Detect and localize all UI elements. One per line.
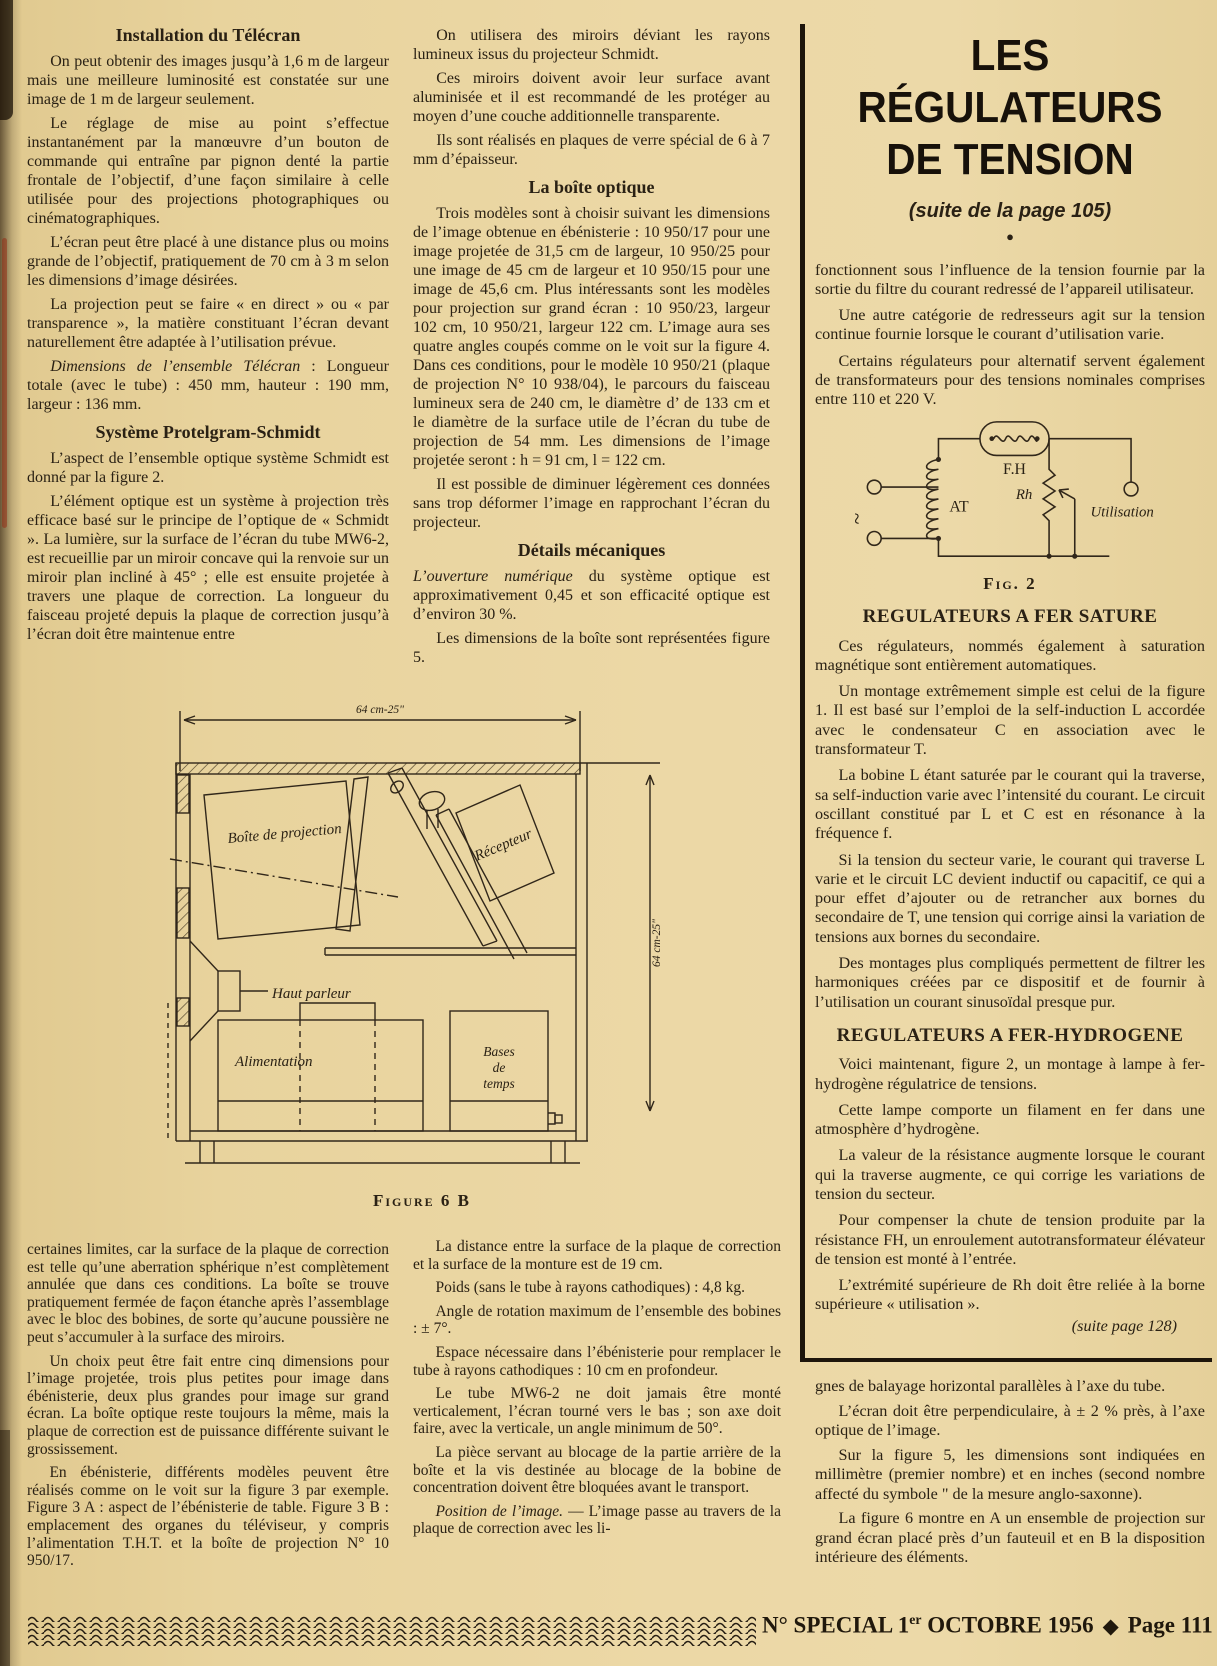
paragraph-rest: — L’image passe au travers de la plaque de correction avec les li-	[413, 1502, 781, 1538]
right-column	[815, 30, 1205, 1336]
label-haut-parleur: Haut parleur	[272, 986, 351, 1002]
paragraph: La figure 6 montre en A un ensemble de projection sur grand écran placé près d’un fauteuil et en B la disposition intérieure des éléments.	[815, 1509, 1205, 1566]
heading-fer-hydrogene: REGULATEURS A FER-HYDROGENE	[836, 1024, 1184, 1046]
paragraph: La distance entre la surface de la plaque de correction et la surface de la monture est de 19 cm.	[413, 1238, 781, 1273]
label-fh-lamp: F.H	[1003, 460, 1026, 478]
label-boite-de-projection: Boîte de projection	[226, 821, 343, 847]
paragraph: L’élément optique est un système à projection très efficace basé sur le principe de l’optique de « Schmidt ». La lumière, sur la surface de l’écran du tube MW6-2, est recueillie par un miroir concave qui la renvoie sur un miroir plan incliné à 45° ; elle est ensuite projetée à travers une plaque de correction. La longueur du faisceau projeté depuis la plaque de correction jusqu’à l’écran doit être maintenue entre	[27, 493, 389, 643]
heading-boite-optique: La boîte optique	[528, 177, 655, 197]
italic-lead: L’ouverture numérique	[413, 568, 573, 585]
diamond-icon: ◆	[1102, 1613, 1119, 1638]
label-bases-2: de	[492, 1060, 506, 1075]
paragraph: Pour compenser la chute de tension produite par la résistance FH, un enroulement autotransformateur élévateur de tension est monté à l’entrée.	[815, 1211, 1205, 1268]
paragraph: certaines limites, car la surface de la plaque de correction est telle qu’une aberration sphérique n’est complètement annulée que dans ces conditions. La boîte se trouve pratiquement fermée de façon étanche après l’assemblage avec le bloc des bobines, de sorte qu’aucune poussière ne peut s’accumuler à la surface des miroirs.	[27, 1241, 389, 1346]
paragraph: La bobine L étant saturée par le courant qui la traverse, sa self-induction varie avec l’intensité du courant. Le circuit oscillant constitué par L et C est en résonance à la fréquence f.	[815, 766, 1205, 843]
figure-2-caption: Fig. 2	[983, 573, 1037, 593]
label-bases-3: temps	[483, 1076, 515, 1091]
figure-6b-caption: Figure 6 B	[372, 1191, 472, 1210]
paragraph: Ils sont réalisés en plaques de verre spécial de 6 à 7 mm d’épaisseur.	[413, 132, 770, 168]
left-column-bottom	[27, 1241, 389, 1576]
label-recepteur: Récepteur	[472, 826, 535, 865]
footer-issue-line	[762, 1612, 1213, 1639]
dim-label-top: 64 cm-25"	[356, 704, 404, 716]
paragraph-rest: du système optique est approximativement 0,45 et son efficacité optique est d’environ 30 %.	[413, 568, 771, 623]
heading-installation-telecran: Installation du Télécran	[115, 25, 301, 45]
paragraph: Si la tension du secteur varie, le courant qui traverse L varie et le circuit LC devient inductif ou capacitif, ce qui a pour effet d’ajouter ou de retrancher aux bornes du secondaire de T, une tension qui corrige ainsi la variation de tensions aux bornes du secondaire.	[815, 850, 1205, 946]
paragraph: En ébénisterie, différents modèles peuvent être réalisés comme on le voit sur la figure 3 par exemple. Figure 3 A : aspect de l’ébénisterie de table. Figure 3 B : emplacement des organes du téléviseur, y compris l’alimentation T.H.T. et la boîte de projection N° 10 950/17.	[27, 1464, 389, 1570]
paragraph: Il est possible de diminuer légèrement ces données sans trop déformer l’image en rapprochant l’écran du projecteur.	[413, 476, 770, 531]
paragraph: Trois modèles sont à choisir suivant les dimensions de l’image obtenue en ébénisterie : 10 950/17 pour une image projetée de 31,5 cm de largeur, 10 950/25 pour une image de 45 cm de largeur et 10 950/15 pour une image de 45,6 cm. Plus intéressants sont les modèles pour projection sur grand écran : 10 950/23, largeur 102 cm, 10 950/21, largeur 122 cm. L’image aura ses quatre angles coupés comme on le voit sur la figure 4. Dans ces conditions, pour le modèle 10 950/21 (plaque de projection N° 10 938/04), le parcours du faisceau lumineux sera de 240 cm, le diamètre d’ de 133 cm et le diamètre de la surface utile de l’écran du tube de projection de 54 mm. Les dimensions de l’image projetée seront : h = 91 cm, l = 122 cm.	[413, 205, 770, 469]
italic-lead: Position de l’image.	[435, 1502, 564, 1520]
italic-lead: Dimensions de l’ensemble Télécran	[50, 358, 301, 375]
bullet-ornament: ●	[1006, 229, 1014, 245]
heading-details-mecaniques: Détails mécaniques	[517, 540, 666, 560]
continuation-note: (suite de la page 105)	[908, 200, 1112, 222]
spine-mark-top	[0, 0, 13, 120]
article-title-line1: LES RÉGULATEURS	[857, 31, 1163, 132]
label-rheostat: Rh	[1015, 486, 1033, 503]
label-utilisation: Utilisation	[1090, 504, 1154, 521]
heading-fer-sature: REGULATEURS A FER SATURE	[862, 606, 1158, 628]
paragraph: L’aspect de l’ensemble optique système Schmidt est donné par la figure 2.	[27, 450, 389, 486]
dim-label-right: 64 cm-25"	[651, 919, 663, 967]
paragraph: L’écran doit être perpendiculaire, à ± 2 % près, à l’axe optique de l’image.	[815, 1401, 1205, 1439]
middle-column-top	[413, 24, 770, 672]
paragraph: L’écran peut être placé à une distance plus ou moins grande de l’objectif, pratiquement de 70 cm à 3 m selon les dimensions d’image désirées.	[27, 234, 389, 289]
paragraph-dimensions	[27, 357, 389, 414]
footer-issue: N° SPECIAL 1	[762, 1612, 910, 1638]
paragraph: Certains régulateurs pour alternatif servent également de transformateurs pour des tensions nominales comprises entre 110 et 220 V.	[815, 351, 1205, 409]
paragraph: Angle de rotation maximum de l’ensemble des bobines : ± 7°.	[413, 1302, 781, 1338]
figure-6b-cabinet-diagram	[140, 663, 685, 1223]
paragraph-ouverture	[413, 567, 770, 624]
paragraph-position-image	[413, 1503, 781, 1538]
paragraph: Un montage extrêmement simple est celui de la figure 1. Il est basé sur l’emploi de la self-induction L accordée avec le condensateur C en association avec le transformateur T.	[815, 682, 1205, 759]
footer-wavy-rule	[28, 1616, 756, 1646]
paragraph: fonctionnent sous l’influence de la tension fournie par la sortie du filtre du courant redressé de l’appareil utilisateur.	[815, 260, 1205, 298]
paragraph: La pièce servant au blocage de la partie arrière de la boîte et la vis destinée au blocage de la bobine de concentration doivent être bloquées avant le transport.	[413, 1443, 781, 1497]
paragraph: Sur la figure 5, les dimensions sont indiquées en millimètre (premier nombre) et en inches (second nombre affecté du symbole " de la mesure anglo-saxonne).	[815, 1445, 1205, 1503]
paragraph: On utilisera des miroirs déviant les rayons lumineux issus du projecteur Schmidt.	[413, 27, 770, 63]
paragraph: Le réglage de mise au point s’effectue instantanément par la manœuvre d’un bouton de commande qui entraîne par pignon denté la partie frontale de l’objectif, d’une façon similaire à celle utilisée pour des projections photographiques ou cinématographiques.	[27, 115, 389, 227]
paragraph: Poids (sans le tube à rayons cathodiques) : 4,8 kg.	[435, 1279, 745, 1297]
footer-date: OCTOBRE 1956	[921, 1612, 1094, 1638]
paragraph: L’extrémité supérieure de Rh doit être reliée à la borne supérieure « utilisation ».	[815, 1276, 1205, 1314]
paragraph: La projection peut se faire « en direct » ou « par transparence », la matière constituant l’écran devant naturellement être adaptée à l’utilisation prévue.	[27, 296, 389, 351]
footer-page-number: Page 111	[1127, 1612, 1213, 1638]
label-bases-1: Bases	[483, 1044, 515, 1059]
paragraph: Le tube MW6-2 ne doit jamais être monté verticalement, l’écran tourné vers le bas ; son axe doit faire, avec la verticale, un angle minimum de 50°.	[413, 1385, 781, 1438]
middle-column-bottom	[413, 1238, 781, 1544]
left-column-top	[27, 26, 389, 649]
paragraph: Un choix peut être fait entre cinq dimensions pour l’image projetée, trois plus petites pour image dans ébénisterie, deux plus grandes pour image sur grand écran. La boîte optique reste toujours la même, mais la plaque de correction est de puissance différente suivant le grossissement.	[27, 1352, 389, 1458]
right-column-bottom	[815, 1377, 1205, 1573]
paragraph: Ces miroirs doivent avoir leur surface avant aluminisée et il est recommandé de les protéger au moyen d’une couche additionnelle transparente.	[413, 70, 770, 125]
paragraph: On peut obtenir des images jusqu’à 1,6 m de largeur mais une meilleure luminosité est constatée sur une image de 1 m de largeur seulement.	[27, 53, 389, 108]
label-alimentation: Alimentation	[235, 1054, 313, 1070]
paragraph: gnes de balayage horizontal parallèles à l’axe du tube.	[815, 1377, 1166, 1395]
label-ac-source: ~	[844, 512, 869, 525]
article-title-line2: DE TENSION	[886, 135, 1134, 184]
paragraph: Voici maintenant, figure 2, un montage à lampe à fer-hydrogène régulatrice de tensions.	[815, 1055, 1205, 1093]
label-autotransformer: AT	[949, 498, 969, 516]
paragraph-rest: : Longueur totale (avec le tube) : 450 mm, hauteur : 190 mm, largeur : 136 mm.	[27, 358, 389, 413]
paragraph: Les dimensions de la boîte sont représentées figure 5.	[413, 630, 770, 666]
spine-mark-red	[2, 238, 7, 528]
paragraph: La valeur de la résistance augmente lorsque le courant qui la traverse augmente, ce qui corrige les variations de tension du secteur.	[815, 1146, 1205, 1203]
paragraph: Ces régulateurs, nommés également à saturation magnétique sont entièrement automatiques.	[815, 636, 1205, 674]
paragraph: Des montages plus compliqués permettent de filtrer les harmoniques créées par ce dispositif et de fournir à l’utilisation un courant sinusoïdal presque pur.	[815, 954, 1205, 1011]
figure-2-wrapper	[815, 417, 1205, 572]
spine-mark-bottom	[0, 1430, 10, 1666]
heading-systeme-protelgram: Système Protelgram-Schmidt	[95, 422, 321, 442]
paragraph: Cette lampe comporte un filament en fer dans une atmosphère d’hydrogène.	[815, 1100, 1205, 1139]
continuation-note-2: (suite page 128)	[1071, 1316, 1177, 1335]
paragraph: Une autre catégorie de redresseurs agit sur la tension continue fournie lorsque le courant d’utilisation varie.	[815, 306, 1205, 344]
footer-ordinal: er	[909, 1612, 922, 1627]
figure-2-circuit-diagram	[815, 417, 1215, 567]
paragraph: Espace nécessaire dans l’ébénisterie pour remplacer le tube à rayons cathodiques : 10 cm en profondeur.	[413, 1343, 781, 1379]
